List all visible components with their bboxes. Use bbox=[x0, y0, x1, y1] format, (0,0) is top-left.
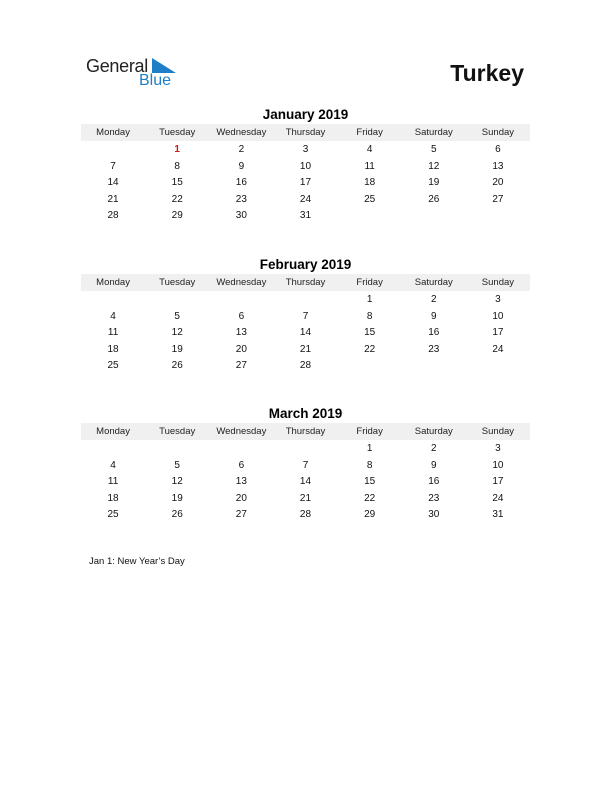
day-cell: 16 bbox=[428, 476, 440, 488]
day-cell bbox=[145, 441, 209, 458]
weekday-header: Monday bbox=[81, 423, 145, 440]
day-cell: 6 bbox=[495, 144, 501, 155]
day-cell: 25 bbox=[107, 509, 119, 521]
day-cell: 2 bbox=[238, 144, 245, 155]
day-cell: 28 bbox=[299, 509, 312, 521]
day-cell: 24 bbox=[299, 193, 312, 205]
day-cell: 3 bbox=[495, 294, 501, 305]
day-cell: 13 bbox=[235, 327, 247, 339]
day-cell: 20 bbox=[492, 177, 504, 189]
month-february bbox=[81, 256, 530, 375]
day-cell: 14 bbox=[299, 327, 312, 339]
day-cell bbox=[402, 358, 466, 375]
day-cell: 20 bbox=[235, 343, 247, 355]
weekday-header: Sunday bbox=[466, 124, 530, 141]
day-cell bbox=[338, 358, 402, 375]
day-cell: 7 bbox=[110, 160, 116, 172]
day-cell: 22 bbox=[364, 492, 376, 504]
day-cell bbox=[209, 292, 273, 309]
weekday-header: Tuesday bbox=[145, 274, 209, 291]
day-cell: 23 bbox=[428, 343, 440, 355]
day-cell: 24 bbox=[492, 492, 504, 504]
weekday-header: Thursday bbox=[273, 274, 337, 291]
day-cell: 27 bbox=[235, 360, 247, 372]
day-cell: 21 bbox=[299, 343, 312, 355]
day-cell: 29 bbox=[171, 210, 183, 222]
day-cell: 31 bbox=[299, 210, 312, 222]
day-cell: 6 bbox=[238, 459, 245, 471]
day-cell bbox=[209, 441, 273, 458]
day-cell bbox=[273, 292, 337, 309]
weekday-header: Friday bbox=[338, 423, 402, 440]
day-cell: 25 bbox=[364, 193, 376, 205]
day-cell: 22 bbox=[171, 193, 183, 205]
weekday-header: Thursday bbox=[273, 423, 337, 440]
weekday-header: Wednesday bbox=[209, 274, 273, 291]
month-title: January 2019 bbox=[262, 107, 349, 122]
month-title: February 2019 bbox=[259, 257, 352, 272]
day-cell: 18 bbox=[107, 492, 119, 504]
calendar-grid bbox=[81, 423, 530, 524]
day-cell: 3 bbox=[302, 144, 309, 155]
day-cell: 23 bbox=[428, 492, 440, 504]
day-cell: 9 bbox=[430, 310, 437, 322]
day-cell: 1 bbox=[366, 443, 373, 454]
day-cell: 6 bbox=[238, 310, 245, 322]
day-cell: 17 bbox=[492, 476, 504, 488]
day-cell: 8 bbox=[174, 160, 180, 172]
day-cell bbox=[81, 441, 145, 458]
brand-word-blue: Blue bbox=[139, 72, 172, 89]
weekday-header: Tuesday bbox=[145, 423, 209, 440]
day-cell: 26 bbox=[428, 193, 440, 205]
weekday-header: Saturday bbox=[402, 423, 466, 440]
day-cell: 2 bbox=[430, 294, 437, 305]
day-cell bbox=[466, 358, 530, 375]
day-cell: 28 bbox=[107, 210, 119, 222]
day-cell: 22 bbox=[364, 343, 376, 355]
day-cell: 19 bbox=[171, 492, 183, 504]
weekday-header: Monday bbox=[81, 274, 145, 291]
day-cell: 9 bbox=[430, 459, 437, 471]
day-cell: 10 bbox=[492, 459, 504, 471]
day-cell: 13 bbox=[492, 160, 504, 172]
weekday-header: Sunday bbox=[466, 274, 530, 291]
day-cell: 10 bbox=[492, 310, 504, 322]
weekday-header: Wednesday bbox=[209, 423, 273, 440]
day-cell: 14 bbox=[299, 476, 312, 488]
weekday-header: Saturday bbox=[402, 274, 466, 291]
day-cell: 12 bbox=[171, 327, 183, 339]
day-cell: 30 bbox=[428, 509, 440, 521]
weekday-header: Friday bbox=[338, 124, 402, 141]
day-cell: 4 bbox=[110, 310, 116, 322]
day-cell: 11 bbox=[364, 160, 375, 172]
day-cell: 16 bbox=[428, 327, 440, 339]
day-cell: 20 bbox=[235, 492, 247, 504]
day-cell: 9 bbox=[238, 160, 245, 172]
day-cell-holiday: 1 bbox=[174, 144, 180, 155]
day-cell bbox=[81, 142, 145, 159]
day-cell bbox=[402, 208, 466, 225]
brand-word-general: General bbox=[86, 56, 148, 76]
weekday-header: Thursday bbox=[273, 124, 337, 141]
calendar-grid bbox=[81, 274, 530, 375]
day-cell: 17 bbox=[299, 177, 312, 189]
weekday-header: Monday bbox=[81, 124, 145, 141]
day-cell: 1 bbox=[366, 294, 373, 305]
day-cell: 2 bbox=[430, 443, 437, 454]
day-cell: 7 bbox=[302, 459, 309, 471]
day-cell: 19 bbox=[428, 177, 440, 189]
day-cell: 14 bbox=[107, 177, 119, 189]
day-cell: 19 bbox=[171, 343, 183, 355]
day-cell: 27 bbox=[235, 509, 247, 521]
day-cell bbox=[145, 292, 209, 309]
day-cell: 15 bbox=[364, 327, 376, 339]
weekday-header: Wednesday bbox=[209, 124, 273, 141]
day-cell: 18 bbox=[364, 177, 376, 189]
month-january bbox=[81, 106, 530, 225]
day-cell: 25 bbox=[107, 360, 119, 372]
day-cell: 5 bbox=[174, 459, 180, 471]
day-cell: 26 bbox=[171, 509, 183, 521]
day-cell: 23 bbox=[235, 193, 247, 205]
day-cell bbox=[466, 208, 530, 225]
country-title: Turkey bbox=[450, 60, 524, 86]
brand-logo bbox=[86, 56, 206, 92]
day-cell: 17 bbox=[492, 327, 504, 339]
day-cell: 26 bbox=[171, 360, 183, 372]
day-cell bbox=[273, 441, 337, 458]
day-cell: 18 bbox=[107, 343, 119, 355]
day-cell: 10 bbox=[299, 160, 312, 172]
day-cell: 4 bbox=[366, 144, 373, 155]
day-cell: 8 bbox=[366, 310, 373, 322]
day-cell: 12 bbox=[171, 476, 183, 488]
month-march bbox=[81, 405, 530, 524]
day-cell: 31 bbox=[492, 509, 504, 521]
weekday-header: Sunday bbox=[466, 423, 530, 440]
day-cell: 4 bbox=[110, 459, 116, 471]
day-cell: 28 bbox=[299, 360, 312, 372]
calendar-grid bbox=[81, 124, 530, 225]
holiday-notes bbox=[89, 556, 185, 567]
day-cell: 21 bbox=[299, 492, 312, 504]
day-cell: 5 bbox=[430, 144, 437, 155]
holiday-note: Jan 1: New Year’s Day bbox=[89, 556, 185, 567]
day-cell: 27 bbox=[492, 193, 504, 205]
day-cell: 24 bbox=[492, 343, 504, 355]
day-cell: 12 bbox=[428, 160, 440, 172]
day-cell bbox=[81, 292, 145, 309]
day-cell: 15 bbox=[364, 476, 376, 488]
day-cell: 13 bbox=[235, 476, 247, 488]
day-cell: 8 bbox=[366, 459, 373, 471]
day-cell: 3 bbox=[495, 443, 501, 454]
day-cell: 16 bbox=[235, 177, 247, 189]
day-cell: 11 bbox=[107, 476, 119, 488]
day-cell: 11 bbox=[107, 327, 119, 339]
day-cell: 15 bbox=[171, 177, 183, 189]
day-cell bbox=[338, 208, 402, 225]
day-cell: 7 bbox=[302, 310, 309, 322]
day-cell: 30 bbox=[235, 210, 247, 222]
weekday-header: Saturday bbox=[402, 124, 466, 141]
day-cell: 5 bbox=[174, 310, 180, 322]
month-title: March 2019 bbox=[268, 406, 343, 421]
weekday-header: Friday bbox=[338, 274, 402, 291]
day-cell: 29 bbox=[364, 509, 376, 521]
weekday-header: Tuesday bbox=[145, 124, 209, 141]
day-cell: 21 bbox=[107, 193, 119, 205]
